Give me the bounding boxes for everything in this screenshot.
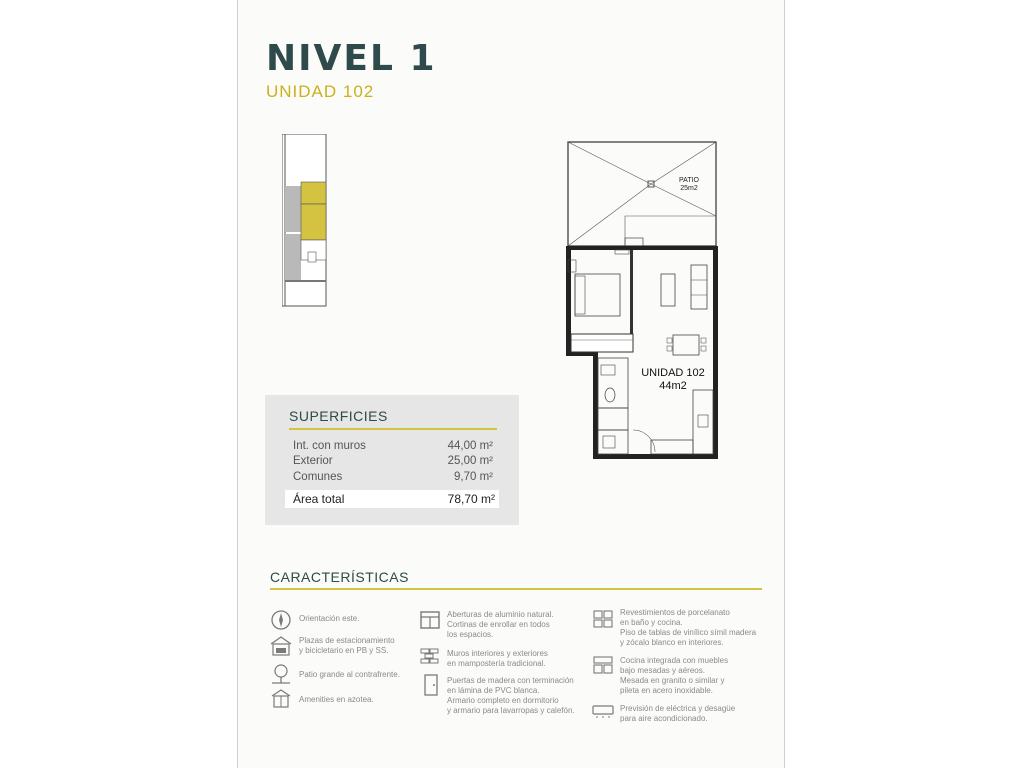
surface-value: 25,00 m² <box>447 455 493 467</box>
surface-label: Int. con muros <box>293 440 366 452</box>
patio-label: PATIO <box>679 177 699 184</box>
surfaces-title: SUPERFICIES <box>289 408 388 424</box>
compass-icon <box>270 609 292 631</box>
surface-total-row <box>285 490 499 508</box>
key-plan <box>282 134 330 308</box>
features-title: CARACTERÍSTICAS <box>270 569 409 585</box>
total-label: Área total <box>293 492 345 506</box>
garage-icon <box>270 636 292 656</box>
brick-wall-icon <box>420 646 440 666</box>
total-value: 78,70 m² <box>447 492 495 506</box>
unit-label: UNIDAD 102 <box>641 367 705 379</box>
air-conditioner-icon <box>592 705 614 719</box>
unit-area: 44m2 <box>659 380 687 392</box>
window-icon <box>420 610 440 630</box>
door-icon <box>422 674 440 696</box>
surface-label: Exterior <box>293 455 333 467</box>
features-divider <box>270 588 762 590</box>
surface-value: 44,00 m² <box>447 440 493 452</box>
feature-kitchen: Cocina integrada con muebles bajo mesadas y aéreos. Mesada en granito o similar y pileta en acero inoxidable. <box>620 656 729 695</box>
surfaces-panel <box>265 395 519 525</box>
surface-label: Comunes <box>293 471 343 483</box>
page-title: NIVEL 1 <box>266 38 437 79</box>
feature-walls: Muros interiores y exteriores en mampostería tradicional. <box>447 649 548 668</box>
feature-patio: Patio grande al contrafrente. <box>299 670 400 679</box>
surfaces-divider <box>289 428 497 430</box>
rooftop-amenities-icon <box>270 688 292 708</box>
feature-openings: Aberturas de aluminio natural. Cortinas de enrollar en todos los espacios. <box>447 610 554 639</box>
surface-value: 9,70 m² <box>454 471 493 483</box>
surface-row <box>293 471 493 483</box>
feature-finishes: Revestimientos de porcelanato en baño y cocina. Piso de tablas de vinílico símil madera y zócalo blanco en interiores. <box>620 608 757 647</box>
patio-area: 25m2 <box>680 185 698 192</box>
feature-parking: Plazas de estacionamiento y bicicletario en PB y SS. <box>299 636 395 655</box>
feature-amenities: Amenities en azotea. <box>299 695 374 704</box>
key-plan-unit-highlight <box>301 182 326 204</box>
floor-plan-sheet <box>237 0 785 768</box>
kitchen-icon <box>593 656 613 674</box>
feature-orientation: Orientación este. <box>299 614 360 623</box>
feature-doors: Puertas de madera con terminación en lámina de PVC blanca. Armario completo en dormitorio y armario para lavarropas y calefón. <box>447 676 575 715</box>
surface-row <box>293 440 493 452</box>
patio-tree-icon <box>270 664 292 684</box>
unit-subtitle: UNIDAD 102 <box>266 82 375 101</box>
surface-row <box>293 455 493 467</box>
feature-air-conditioning: Previsión de eléctrica y desagüe para aire acondicionado. <box>620 704 736 723</box>
tiles-icon <box>593 610 613 628</box>
unit-floor-plan <box>563 140 723 462</box>
